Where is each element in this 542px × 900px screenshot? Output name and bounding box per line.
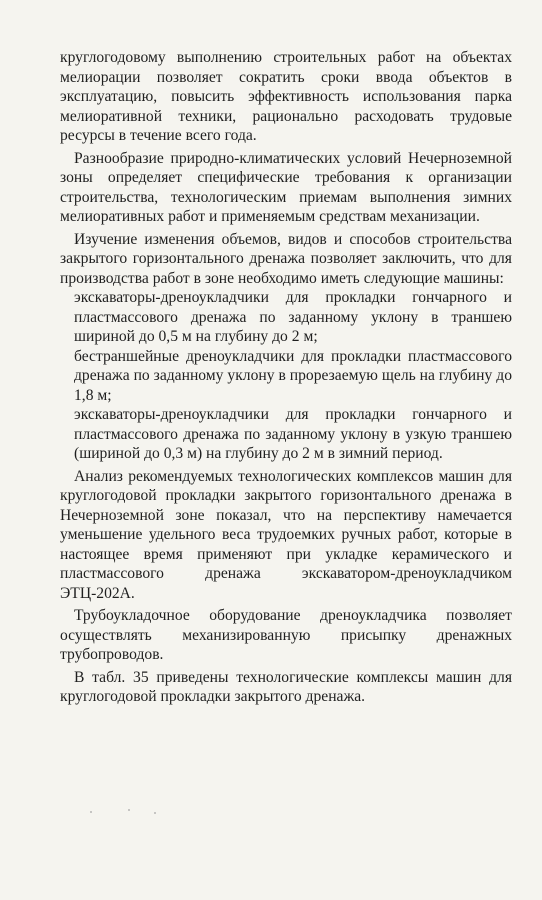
scan-speck <box>90 811 92 813</box>
paragraph-continuation: круглогодовому выполнению строительных работ на объектах мелиорации позволяет сократить сроки ввода объектов в эксплуатацию, повысить эффективность использования парка мелиоративной техники, рационально расходовать трудовые ресурсы в течение всего года. <box>60 49 512 144</box>
scan-specks <box>90 808 170 816</box>
list-item-trench-drain-layers: экскаваторы-дреноукладчики для прокладки гончарного и пластмассового дренажа по заданному уклону в траншею шириной до 0,5 м на глубину до 2 м; <box>74 289 512 345</box>
list-item-trenchless-drain-layers: бестраншейные дреноукладчики для прокладки пластмассового дренажа по заданному уклону в прорезаемую щель на глубину до 1,8 м; <box>74 347 512 404</box>
scan-speck <box>128 809 130 811</box>
paragraph-pipe-laying-equipment: Трубоукладочное оборудование дреноукладчика позволяет осуществлять механизированную присыпку дренажных трубопроводов. <box>60 607 512 663</box>
paragraph-climate-conditions: Разнообразие природно-климатических условий Нечерноземной зоны определяет специфические требования к организации строительства, технологическим приемам выполнения зимних мелиоративных работ и применяемым средствам механизации. <box>60 149 512 225</box>
page-text <box>60 48 512 707</box>
paragraph-required-machines: Изучение изменения объемов, видов и способов строительства закрытого горизонтального дренажа позволяет заключить, что для производства работ в зоне необходимо иметь следующие машины: <box>60 230 512 287</box>
scan-speck <box>154 812 156 814</box>
paragraph-analysis: Анализ рекомендуемых технологических комплексов машин для круглогодовой прокладки закрытого горизонтального дренажа в Нечерноземной зоне показал, что на перспективу намечается уменьшение удельного веса трудоемких ручных работ, которые в настоящее время применяют при укладке керамического и пластмассового дренажа экскаватором-дреноукладчиком ЭТЦ-202А. <box>60 467 512 602</box>
list-item-winter-drain-layers: экскаваторы-дреноукладчики для прокладки гончарного и пластмассового дренажа по заданному уклону в узкую траншею (шириной до 0,3 м) на глубину до 2 м в зимний период. <box>74 406 512 462</box>
paragraph-table-reference: В табл. 35 приведены технологические комплексы машин для круглогодовой прокладки закрытого дренажа. <box>60 668 512 705</box>
